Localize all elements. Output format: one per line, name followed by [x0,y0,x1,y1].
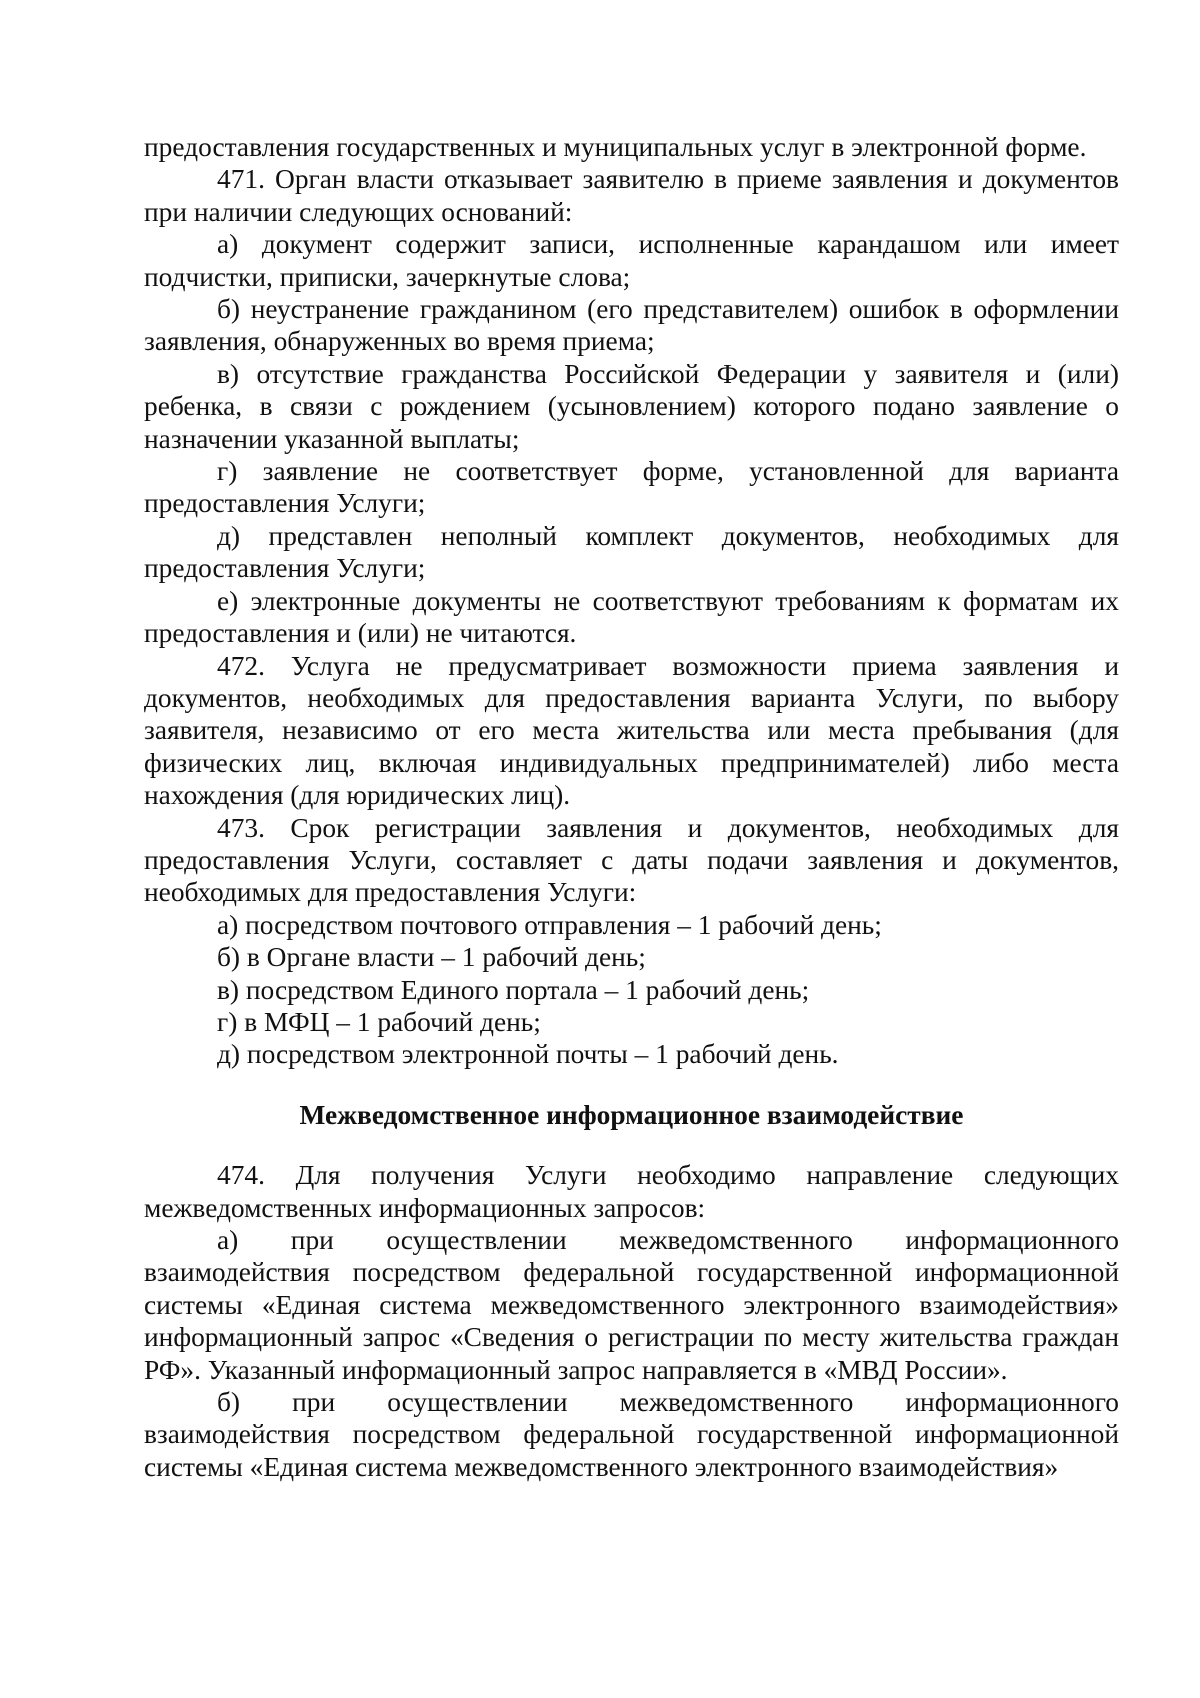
list-item: е) электронные документы не соответствуют требованиям к форматам их предоставления и (или) не читаются. [144,585,1119,649]
paragraph-474: 474. Для получения Услуги необходимо направление следующих межведомственных информационных запросов: [144,1160,1119,1223]
document-page [144,131,1119,1483]
paragraph-473: 473. Срок регистрации заявления и документов, необходимых для предоставления Услуги, составляет с даты подачи заявления и документов, необходимых для предоставления Услуги: [144,812,1119,908]
list-item: б) при осуществлении межведомственного информационного взаимодействия посредством федеральной государственной информационной системы «Единая система межведомственного электронного взаимодействия» [144,1387,1119,1482]
list-item: в) отсутствие гражданства Российской Федерации у заявителя и (или) ребенка, в связи с рождением (усыновлением) которого подано заявление о назначении указанной выплаты; [144,358,1119,454]
list-item: д) посредством электронной почты – 1 рабочий день. [217,1039,839,1070]
list-item: в) посредством Единого портала – 1 рабочий день; [217,974,810,1005]
intro-paragraph: предоставления государственных и муниципальных услуг в электронной форме. [144,132,1087,162]
list-item: а) посредством почтового отправления – 1 рабочий день; [217,909,882,940]
paragraph-472: 472. Услуга не предусматривает возможности приема заявления и документов, необходимых для предоставления варианта Услуги, по выбору заявителя, независимо от его места жительства или места пребывания (для физических лиц, включая индивидуальных предпринимателей) либо места нахождения (для юридических лиц). [144,650,1119,811]
list-item: б) в Органе власти – 1 рабочий день; [217,942,646,973]
list-item: д) представлен неполный комплект документов, необходимых для предоставления Услуги; [144,520,1119,584]
section-heading: Межведомственное информационное взаимодействие [299,1099,964,1130]
list-item: г) в МФЦ – 1 рабочий день; [217,1006,541,1037]
list-item: г) заявление не соответствует форме, установленной для варианта предоставления Услуги; [144,456,1119,519]
list-item: а) при осуществлении межведомственного информационного взаимодействия посредством федеральной государственной информационной системы «Единая система межведомственного электронного взаимодействия» информационный запрос «Сведения о регистрации по месту жительства граждан РФ». Указанный информационный запрос направляется в «МВД России». [144,1225,1119,1385]
list-item: б) неустранение гражданином (его представителем) ошибок в оформлении заявления, обнаруженных во время приема; [144,294,1119,357]
paragraph-471: 471. Орган власти отказывает заявителю в приеме заявления и документов при наличии следующих оснований: [144,164,1119,227]
list-item: а) документ содержит записи, исполненные карандашом или имеет подчистки, приписки, зачеркнутые слова; [144,229,1119,292]
